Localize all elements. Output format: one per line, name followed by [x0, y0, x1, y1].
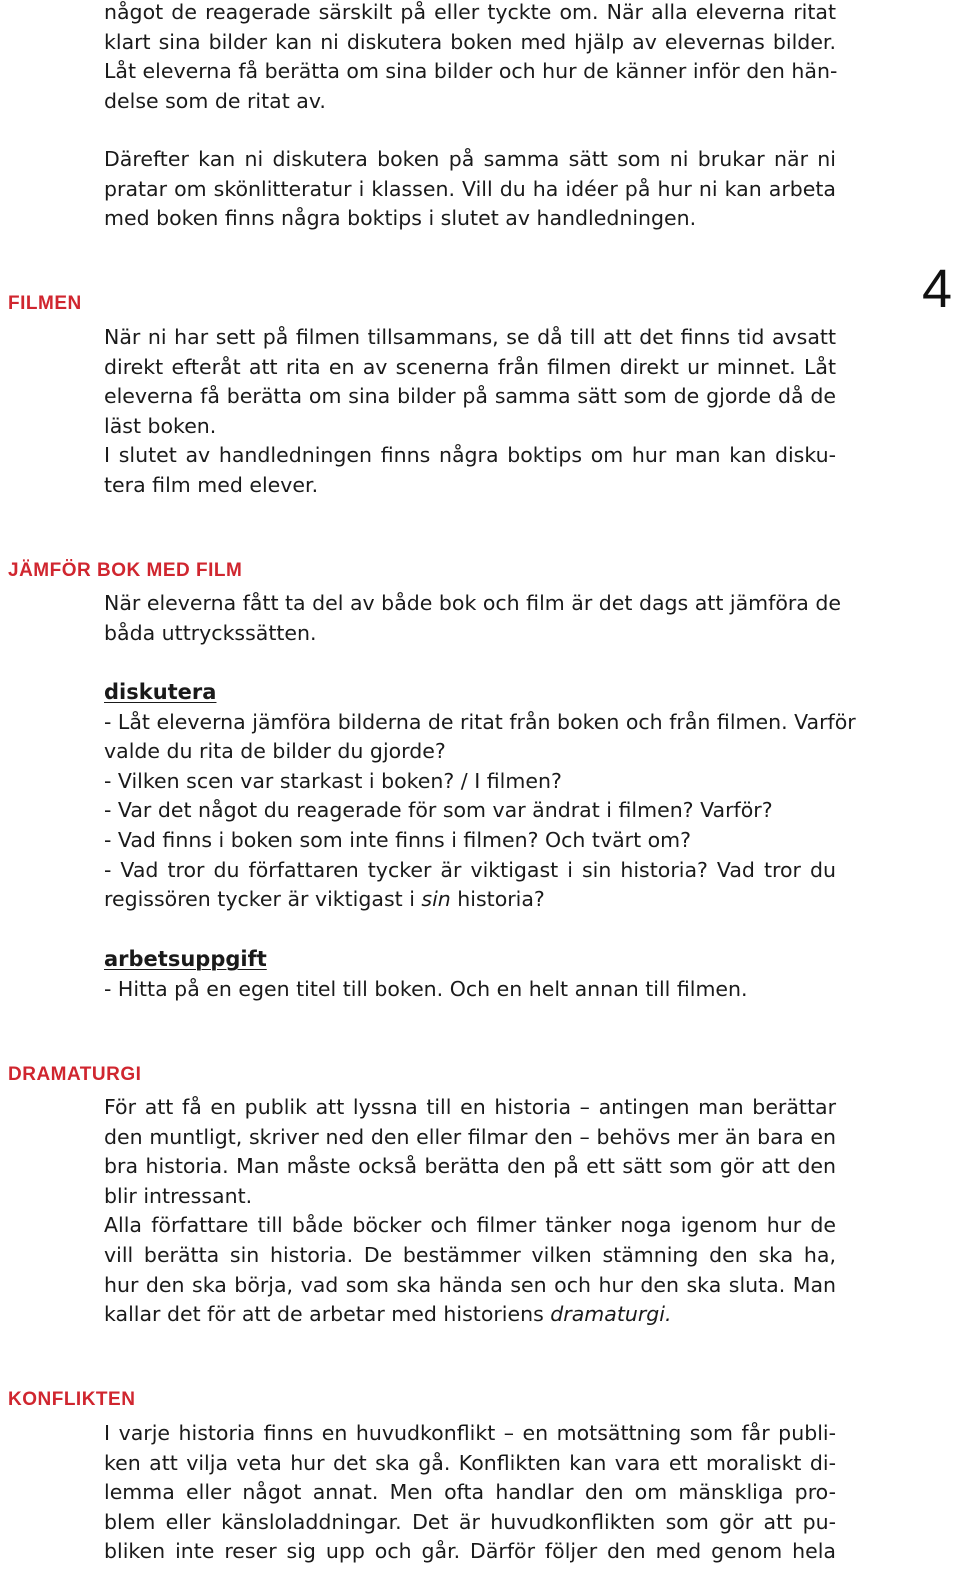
text-line [104, 1300, 836, 1330]
text-line: - Vilken scen var starkast i boken? / I filmen? [104, 768, 562, 793]
section-heading-konflikten: KONFLIKTEN [8, 1389, 136, 1410]
section-heading-dramaturgi: DRAMATURGI [8, 1064, 142, 1085]
text-line: valde du rita de bilder du gjorde? [104, 739, 446, 764]
text-line: hur den ska börja, vad som ska hända sen och hur den ska sluta. Man [104, 1272, 836, 1297]
text-line: blem eller känsloladdningar. Det är huvudkonflikten som gör att pu- [104, 1509, 836, 1534]
text-line: den muntligt, skriver ned den eller filmar den – behövs mer än bara en [104, 1124, 836, 1149]
dramaturgi-paragraph [104, 1093, 836, 1330]
text-line: När eleverna fått ta del av både bok och film är det dags att jämföra de [104, 591, 841, 615]
text-line: För att få en publik att lyssna till en historia – antingen man berättar [104, 1095, 836, 1119]
text-line: tera film med elever. [104, 472, 319, 497]
jamfor-intro [104, 589, 841, 648]
text-line: något de reagerade särskilt på eller tyckte om. När alla eleverna ritat [104, 0, 836, 24]
text-line: I slutet av handledningen finns några boktips om hur man kan disku- [104, 443, 836, 468]
text-line: - Vad finns i boken som inte finns i filmen? Och tvärt om? [104, 827, 692, 852]
text-line: pratar om skönlitteratur i klassen. Vill du ha idéer på hur ni kan arbeta [104, 176, 836, 201]
text-line: bra historia. Man måste också berätta den på ett sätt som gör att den [104, 1154, 836, 1179]
text-line: med boken finns några boktips i slutet av handledningen. [104, 206, 697, 231]
text-line: blir intressant. [104, 1183, 253, 1208]
text-line: Låt eleverna få berätta om sina bilder och hur de känner inför den hän- [104, 59, 838, 84]
intro-paragraph-2 [104, 145, 836, 234]
text-line: I varje historia finns en huvudkonflikt – en motsättning som får publi- [104, 1421, 836, 1445]
text-line: båda uttryckssätten. [104, 620, 317, 645]
text-line: delse som de ritat av. [104, 88, 326, 113]
section-heading-filmen: FILMEN [8, 293, 82, 314]
text-run: kallar det för att de arbetar med historiens [104, 1302, 551, 1327]
text-line: - Hitta på en egen titel till boken. Och en helt annan till filmen. [104, 976, 748, 1001]
text-line: - Låt eleverna jämföra bilderna de ritat från boken och från filmen. Varför [104, 709, 856, 734]
text-line: Därefter kan ni diskutera boken på samma sätt som ni brukar när ni [104, 147, 836, 171]
text-line: - Vad tror du författaren tycker är viktigast i sin historia? Vad tror du [104, 857, 836, 882]
konflikten-paragraph [104, 1419, 836, 1567]
text-line: När ni har sett på filmen tillsammans, se då till att det finns tid avsatt [104, 325, 836, 349]
diskutera-section [104, 678, 856, 915]
text-line: vill berätta sin historia. De bestämmer vilken stämning den ska ha, [104, 1242, 836, 1267]
text-line: bliken inte reser sig upp och går. Därför följer den med genom hela [104, 1539, 836, 1564]
text-run: historia? [450, 887, 545, 912]
intro-paragraph-1 [104, 0, 836, 116]
filmen-paragraph [104, 323, 836, 501]
arbetsuppgift-subheading: arbetsuppgift [104, 947, 267, 971]
section-heading-jamfor: JÄMFÖR BOK MED FILM [8, 560, 243, 581]
text-line: klart sina bilder kan ni diskutera boken med hjälp av elevernas bilder. [104, 29, 836, 54]
text-run: regissören tycker är viktigast i [104, 887, 422, 912]
text-line: Alla författare till både böcker och filmer tänker noga igenom hur de [104, 1213, 836, 1238]
text-line: eleverna få berätta om sina bilder på samma sätt som de gjorde då de [104, 384, 836, 409]
text-line: lemma eller något annat. Men ofta handlar den om mänskliga pro- [104, 1480, 836, 1505]
diskutera-subheading: diskutera [104, 680, 217, 704]
page-number: 4 [922, 259, 953, 319]
emphasis-text: sin [421, 887, 451, 912]
arbetsuppgift-section [104, 945, 836, 1004]
text-line [104, 885, 836, 915]
text-line: - Var det något du reagerade för som var ändrat i filmen? Varför? [104, 798, 773, 823]
text-line: ken att vilja veta hur det ska gå. Konflikten kan vara ett moraliskt di- [104, 1450, 836, 1475]
text-line: läst boken. [104, 413, 217, 438]
text-line: direkt efteråt att rita en av scenerna från filmen direkt ur minnet. Låt [104, 354, 836, 379]
emphasis-text: dramaturgi. [550, 1302, 672, 1327]
